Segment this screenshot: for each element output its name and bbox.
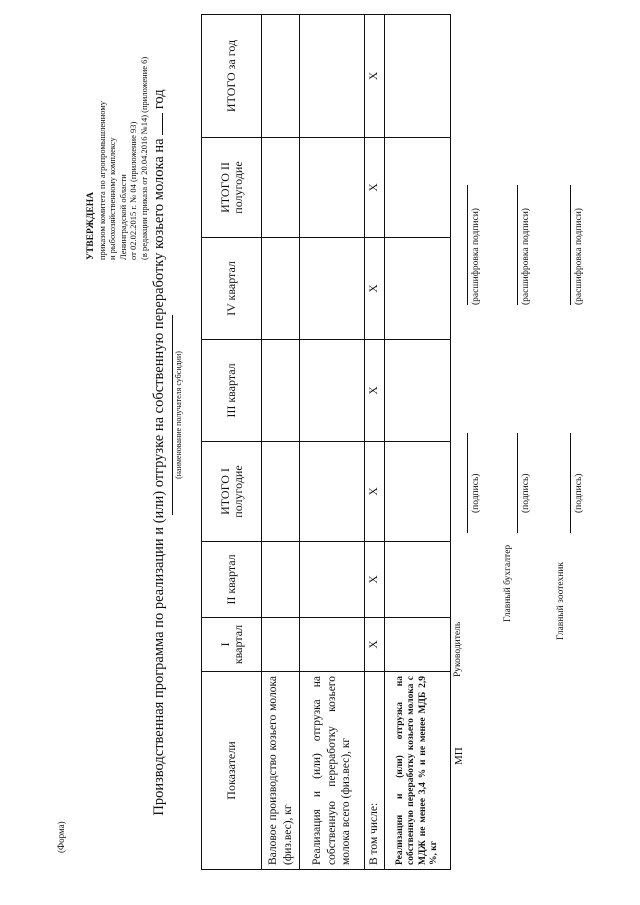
title-suffix: год [151, 89, 167, 110]
signer-role: Руководитель [453, 621, 463, 677]
decode-line [467, 185, 468, 305]
decode-caption: (расшифровка подписи) [574, 208, 584, 305]
signer-role: Главный зоотехник [556, 562, 566, 640]
subsidy-recipient-caption: (наименование получателя субсидии) [172, 315, 183, 515]
row-label: Валовое производство козьего молока (физ.вес), кг [262, 672, 300, 870]
row-label: Реализация и (или) отгрузка на собственную переработку козьего молока с МДЖ не менее 3,4 % и не менее МДБ 2,9 %, кг [385, 672, 451, 870]
production-program-table [201, 14, 451, 870]
table-cell [300, 15, 365, 138]
header-h2-total: ИТОГО II полугодие [202, 138, 262, 238]
decode-caption: (расшифровка подписи) [521, 208, 531, 305]
year-blank [150, 113, 163, 135]
table-cell [262, 542, 300, 618]
signature-line [570, 433, 571, 533]
table-row [385, 15, 451, 870]
table-row [262, 15, 300, 870]
table-row [365, 15, 385, 870]
table-cell [300, 238, 365, 340]
table-cell [262, 15, 300, 138]
table-cell [262, 618, 300, 672]
header-q3: III квартал [202, 340, 262, 442]
approval-line: и рыбохозяйственному комплексу [107, 137, 118, 260]
row-label: В том числе: [365, 672, 385, 870]
table-cell [262, 340, 300, 442]
seal-placeholder: МП [453, 747, 465, 765]
signature-caption: (подпись) [521, 473, 531, 513]
table-cell [300, 542, 365, 618]
table-cell [300, 138, 365, 238]
table-cell: Х [365, 618, 385, 672]
title-text: Производственная программа по реализации и (или) отгрузке на собственную переработку козьего молока на [151, 138, 167, 816]
approval-line: Ленинградской области [117, 174, 128, 260]
header-q2: II квартал [202, 542, 262, 618]
approval-line: от 02.02.2015 г. № 04 (приложение 93) [128, 121, 139, 260]
form-label: (Форма) [56, 821, 66, 853]
table-cell [262, 238, 300, 340]
header-q4: IV квартал [202, 238, 262, 340]
table-cell [385, 138, 451, 238]
table-cell [385, 542, 451, 618]
table-cell: Х [365, 442, 385, 542]
table-cell [385, 238, 451, 340]
table-cell: Х [365, 15, 385, 138]
decode-line [570, 185, 571, 305]
decode-line [517, 185, 518, 305]
header-h1-total: ИТОГО I полугодие [202, 442, 262, 542]
document-title [150, 0, 168, 905]
table-cell: Х [365, 542, 385, 618]
table-cell [300, 618, 365, 672]
signer-role: Главный бухгалтер [503, 544, 513, 622]
table-cell [385, 442, 451, 542]
table-cell [300, 340, 365, 442]
approval-line: (в редакции приказа от 20.04.2016 №14) (приложение 6) [138, 56, 149, 260]
header-year-total: ИТОГО за год [202, 15, 262, 138]
table-cell: Х [365, 138, 385, 238]
signature-caption: (подпись) [471, 473, 481, 513]
signature-caption: (подпись) [574, 473, 584, 513]
decode-caption: (расшифровка подписи) [471, 208, 481, 305]
table-row [300, 15, 365, 870]
table-cell [385, 15, 451, 138]
table-cell [300, 442, 365, 542]
approval-stamp [86, 10, 150, 260]
table-cell: Х [365, 340, 385, 442]
header-q1: I квартал [202, 618, 262, 672]
approval-line: приказом комитета по агропромышленному [96, 101, 107, 260]
table-cell [385, 618, 451, 672]
row-label: Реализация и (или) отгрузка на собственную переработку козьего молока всего (физ.вес), кг [300, 672, 365, 870]
signature-line [517, 433, 518, 533]
header-indicators: Показатели [202, 672, 262, 870]
table-cell: Х [365, 238, 385, 340]
table-cell [385, 340, 451, 442]
table-cell [262, 138, 300, 238]
table-header-row [202, 15, 262, 870]
approval-title: УТВЕРЖДЕНА [86, 192, 96, 260]
table-cell [262, 442, 300, 542]
signature-line [467, 433, 468, 533]
